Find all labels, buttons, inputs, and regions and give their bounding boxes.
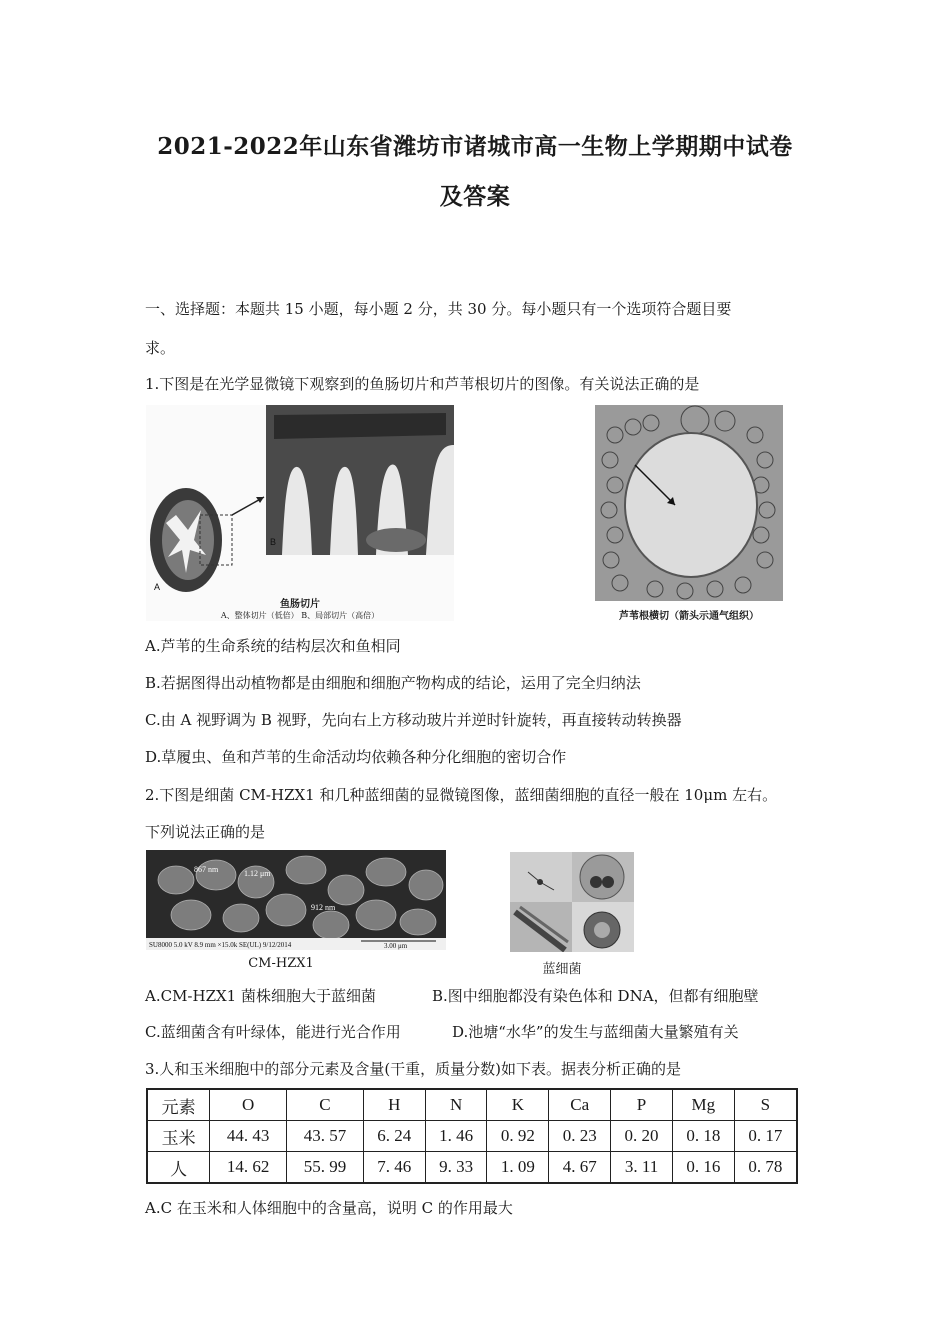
table-cell: Mg xyxy=(672,1089,734,1121)
q2-option-d: D.池塘“水华”的发生与蓝细菌大量繁殖有关 xyxy=(452,1023,739,1041)
label-b: B xyxy=(270,537,277,547)
cyanobacteria-caption: 蓝细菌 xyxy=(542,962,582,977)
reed-root-figure xyxy=(595,405,783,623)
q1-stem: 1.下图是在光学显微镜下观察到的鱼肠切片和芦苇根切片的图像。有关说法正确的是 xyxy=(145,375,700,393)
table-cell: 0. 23 xyxy=(549,1121,611,1152)
table-cell: 43. 57 xyxy=(287,1121,364,1152)
section-header: 一、选择题：本题共 15 小题，每小题 2 分，共 30 分。每小题只有一个选项符合题目要 xyxy=(145,300,732,318)
sem-caption: CM-HZX1 xyxy=(248,956,314,971)
table-cell: P xyxy=(611,1089,673,1121)
element-content-table xyxy=(146,1088,798,1184)
table-cell: 0. 20 xyxy=(611,1121,673,1152)
q2-option-c: C.蓝细菌含有叶绿体，能进行光合作用 xyxy=(145,1023,401,1041)
q2-option-a: A.CM-HZX1 菌株细胞大于蓝细菌 xyxy=(145,987,376,1005)
table-cell: 55. 99 xyxy=(287,1152,364,1184)
sem-scale: 3.00 μm xyxy=(384,942,408,950)
table-cell: S xyxy=(734,1089,797,1121)
table-cell: 6. 24 xyxy=(363,1121,425,1152)
table-cell: 0. 16 xyxy=(672,1152,734,1184)
label-a: A xyxy=(154,582,161,592)
table-cell: N xyxy=(425,1089,487,1121)
sem-meas-2: 1.12 μm xyxy=(244,869,271,878)
fish-figure-caption: 鱼肠切片 xyxy=(280,599,320,610)
q1-option-a: A.芦苇的生命系统的结构层次和鱼相同 xyxy=(145,637,401,655)
table-cell: 14. 62 xyxy=(210,1152,287,1184)
table-cell: 1. 46 xyxy=(425,1121,487,1152)
sem-meas-1: 867 nm xyxy=(194,865,219,874)
table-cell: 0. 17 xyxy=(734,1121,797,1152)
table-cell: K xyxy=(487,1089,549,1121)
q1-option-d: D.草履虫、鱼和芦苇的生命活动均依赖各种分化细胞的密切合作 xyxy=(145,748,567,766)
table-cell: O xyxy=(210,1089,287,1121)
table-cell: 3. 11 xyxy=(611,1152,673,1184)
q2-option-b: B.图中细胞都没有染色体和 DNA，但都有细胞壁 xyxy=(432,987,759,1005)
section-header-cont: 求。 xyxy=(145,339,176,357)
fish-intestine-figure xyxy=(146,405,454,621)
reed-root-image xyxy=(595,405,783,601)
table-cell: 元素 xyxy=(147,1089,210,1121)
table-cell: 4. 67 xyxy=(549,1152,611,1184)
table-row xyxy=(147,1152,797,1184)
q2-stem: 2.下图是细菌 CM-HZX1 和几种蓝细菌的显微镜图像，蓝细菌细胞的直径一般在 10μm 左右。 xyxy=(145,786,778,804)
sem-image xyxy=(146,850,446,950)
table-cell: H xyxy=(363,1089,425,1121)
table-cell: Ca xyxy=(549,1089,611,1121)
sem-figure xyxy=(146,850,446,976)
table-header-row xyxy=(147,1089,797,1121)
table-cell: 人 xyxy=(147,1152,210,1184)
q3-stem: 3.人和玉米细胞中的部分元素及含量(干重，质量分数)如下表。据表分析正确的是 xyxy=(145,1060,682,1078)
table-cell: 44. 43 xyxy=(210,1121,287,1152)
table-row xyxy=(147,1121,797,1152)
cyanobacteria-image xyxy=(510,852,634,952)
sem-info: SU8000 5.0 kV 8.9 mm ×15.0k SE(UL) 9/12/2014 xyxy=(149,941,292,949)
table-cell: 9. 33 xyxy=(425,1152,487,1184)
table-cell: 0. 78 xyxy=(734,1152,797,1184)
table-cell: 1. 09 xyxy=(487,1152,549,1184)
sem-meas-3: 912 nm xyxy=(311,903,336,912)
q2-stem-cont: 下列说法正确的是 xyxy=(145,823,266,841)
reed-figure-caption: 芦苇根横切（箭头示通气组织） xyxy=(619,611,759,622)
table-cell: 7. 46 xyxy=(363,1152,425,1184)
page-title: 2021-2022年山东省潍坊市诸城市高一生物上学期期中试卷 xyxy=(157,133,793,160)
page-title-line2: 及答案 xyxy=(439,183,511,210)
cyanobacteria-figure xyxy=(510,852,634,976)
fish-figure-subcaption: A、整体切片（低倍） B、局部切片（高倍） xyxy=(220,611,380,620)
table-cell: 玉米 xyxy=(147,1121,210,1152)
q3-option-a: A.C 在玉米和人体细胞中的含量高，说明 C 的作用最大 xyxy=(145,1199,513,1217)
table-cell: 0. 92 xyxy=(487,1121,549,1152)
fish-intestine-image xyxy=(146,405,454,621)
q1-option-b: B.若据图得出动植物都是由细胞和细胞产物构成的结论，运用了完全归纳法 xyxy=(145,674,641,692)
table-cell: C xyxy=(287,1089,364,1121)
table-cell: 0. 18 xyxy=(672,1121,734,1152)
q1-option-c: C.由 A 视野调为 B 视野，先向右上方移动玻片并逆时针旋转，再直接转动转换器 xyxy=(145,711,682,729)
